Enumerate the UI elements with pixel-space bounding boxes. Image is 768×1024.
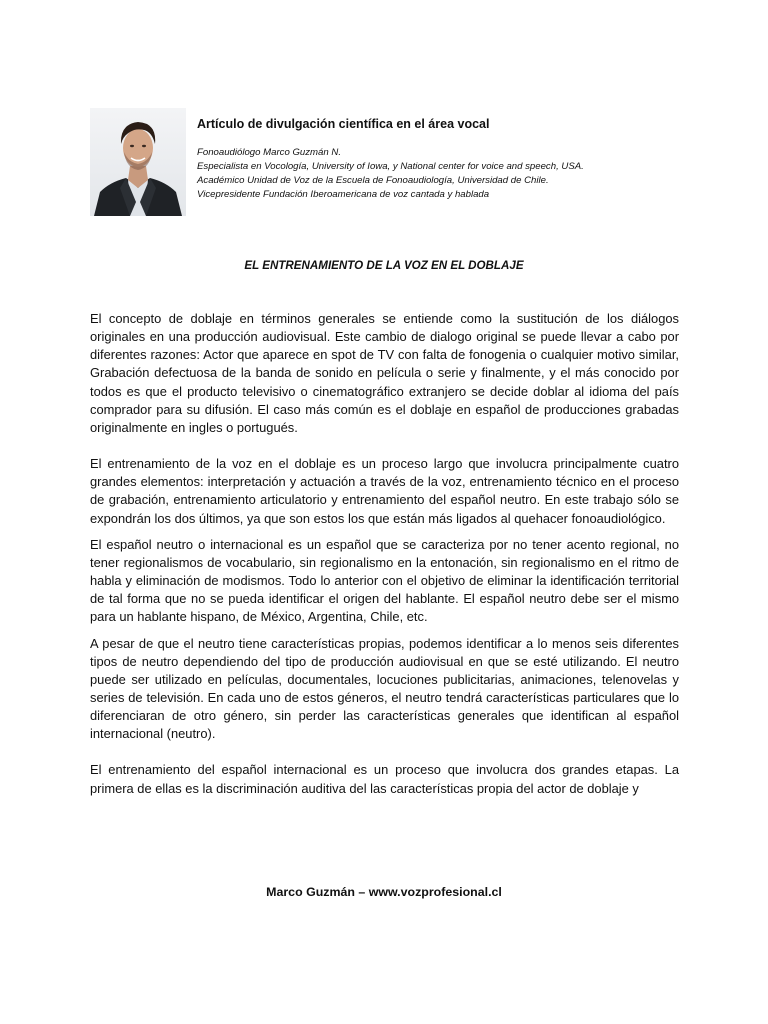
body-paragraph: El concepto de doblaje en términos generales se entiende como la sustitución de los diálogos originales en una producción audiovisual. Este cambio de dialogo original se puede llevar a cabo por diferentes razones: Actor que aparece en spot de TV con falta de fonogenia o cualquier motivo similar, Grabación defectuosa de la banda de sonido en película o serie y finalmente, y el más conocido por todos es que el producto televisivo o cinematográfico extranjero se decide doblar al idioma del país comprador para su difusión. El caso más común es el doblaje en español de producciones grabadas originalmente en ingles o portugués. <box>90 311 679 435</box>
document-title: EL ENTRENAMIENTO DE LA VOZ EN EL DOBLAJE <box>244 259 524 272</box>
author-photo <box>90 108 186 216</box>
body-paragraph: El entrenamiento del español internacional es un proceso que involucra dos grandes etapas. La primera de ellas es la discriminación auditiva del las características propia del actor de doblaje y <box>90 762 679 796</box>
article-category-title: Artículo de divulgación científica en el área vocal <box>197 117 490 131</box>
author-credential-line: Especialista en Vocología, University of Iowa, y National center for voice and speech, USA. <box>197 161 584 172</box>
body-paragraph: A pesar de que el neutro tiene características propias, podemos identificar a lo menos seis diferentes tipos de neutro dependiendo del tipo de producción audiovisual en que se esté utilizando. El neutro puede ser utilizado en películas, documentales, locuciones publicitarias, animaciones, telenovelas y series de televisión. En cada uno de estos géneros, el neutro tendrá características particulares que lo diferenciaran de otro género, sin perder las características generales que identifican al español internacional (neutro). <box>90 635 679 742</box>
page-footer: Marco Guzmán – www.vozprofesional.cl <box>266 885 502 899</box>
author-credential-line: Académico Unidad de Voz de la Escuela de Fonoaudiología, Universidad de Chile. <box>197 175 549 186</box>
author-credential-line: Vicepresidente Fundación Iberoamericana de voz cantada y hablada <box>197 189 490 200</box>
author-credential-line: Fonoaudiólogo Marco Guzmán N. <box>197 147 341 158</box>
body-paragraph: El entrenamiento de la voz en el doblaje es un proceso largo que involucra principalmente cuatro grandes elementos: interpretación y actuación a través de la voz, entrenamiento técnico en el proceso de grabación, entrenamiento articulatorio y entrenamiento del español neutro. En este trabajo sólo se expondrán los dos últimos, ya que son estos los que están más ligados al quehacer fonoaudiológico. <box>90 456 679 526</box>
article-header <box>197 116 717 202</box>
body-paragraph: El español neutro o internacional es un español que se caracteriza por no tener acento regional, no tener regionalismos de vocabulario, sin regionalismo en la entonación, sin regionalismo en el ritmo de habla y eliminación de modismos. Todo lo anterior con el objetivo de eliminar la identificación territorial de tal forma que no se pueda identificar el origen del hablante. El español neutro debe ser el mismo para un hablante hispano, de México, Argentina, Chile, etc. <box>90 536 679 625</box>
author-portrait-image <box>90 108 186 216</box>
document-body <box>90 310 679 798</box>
